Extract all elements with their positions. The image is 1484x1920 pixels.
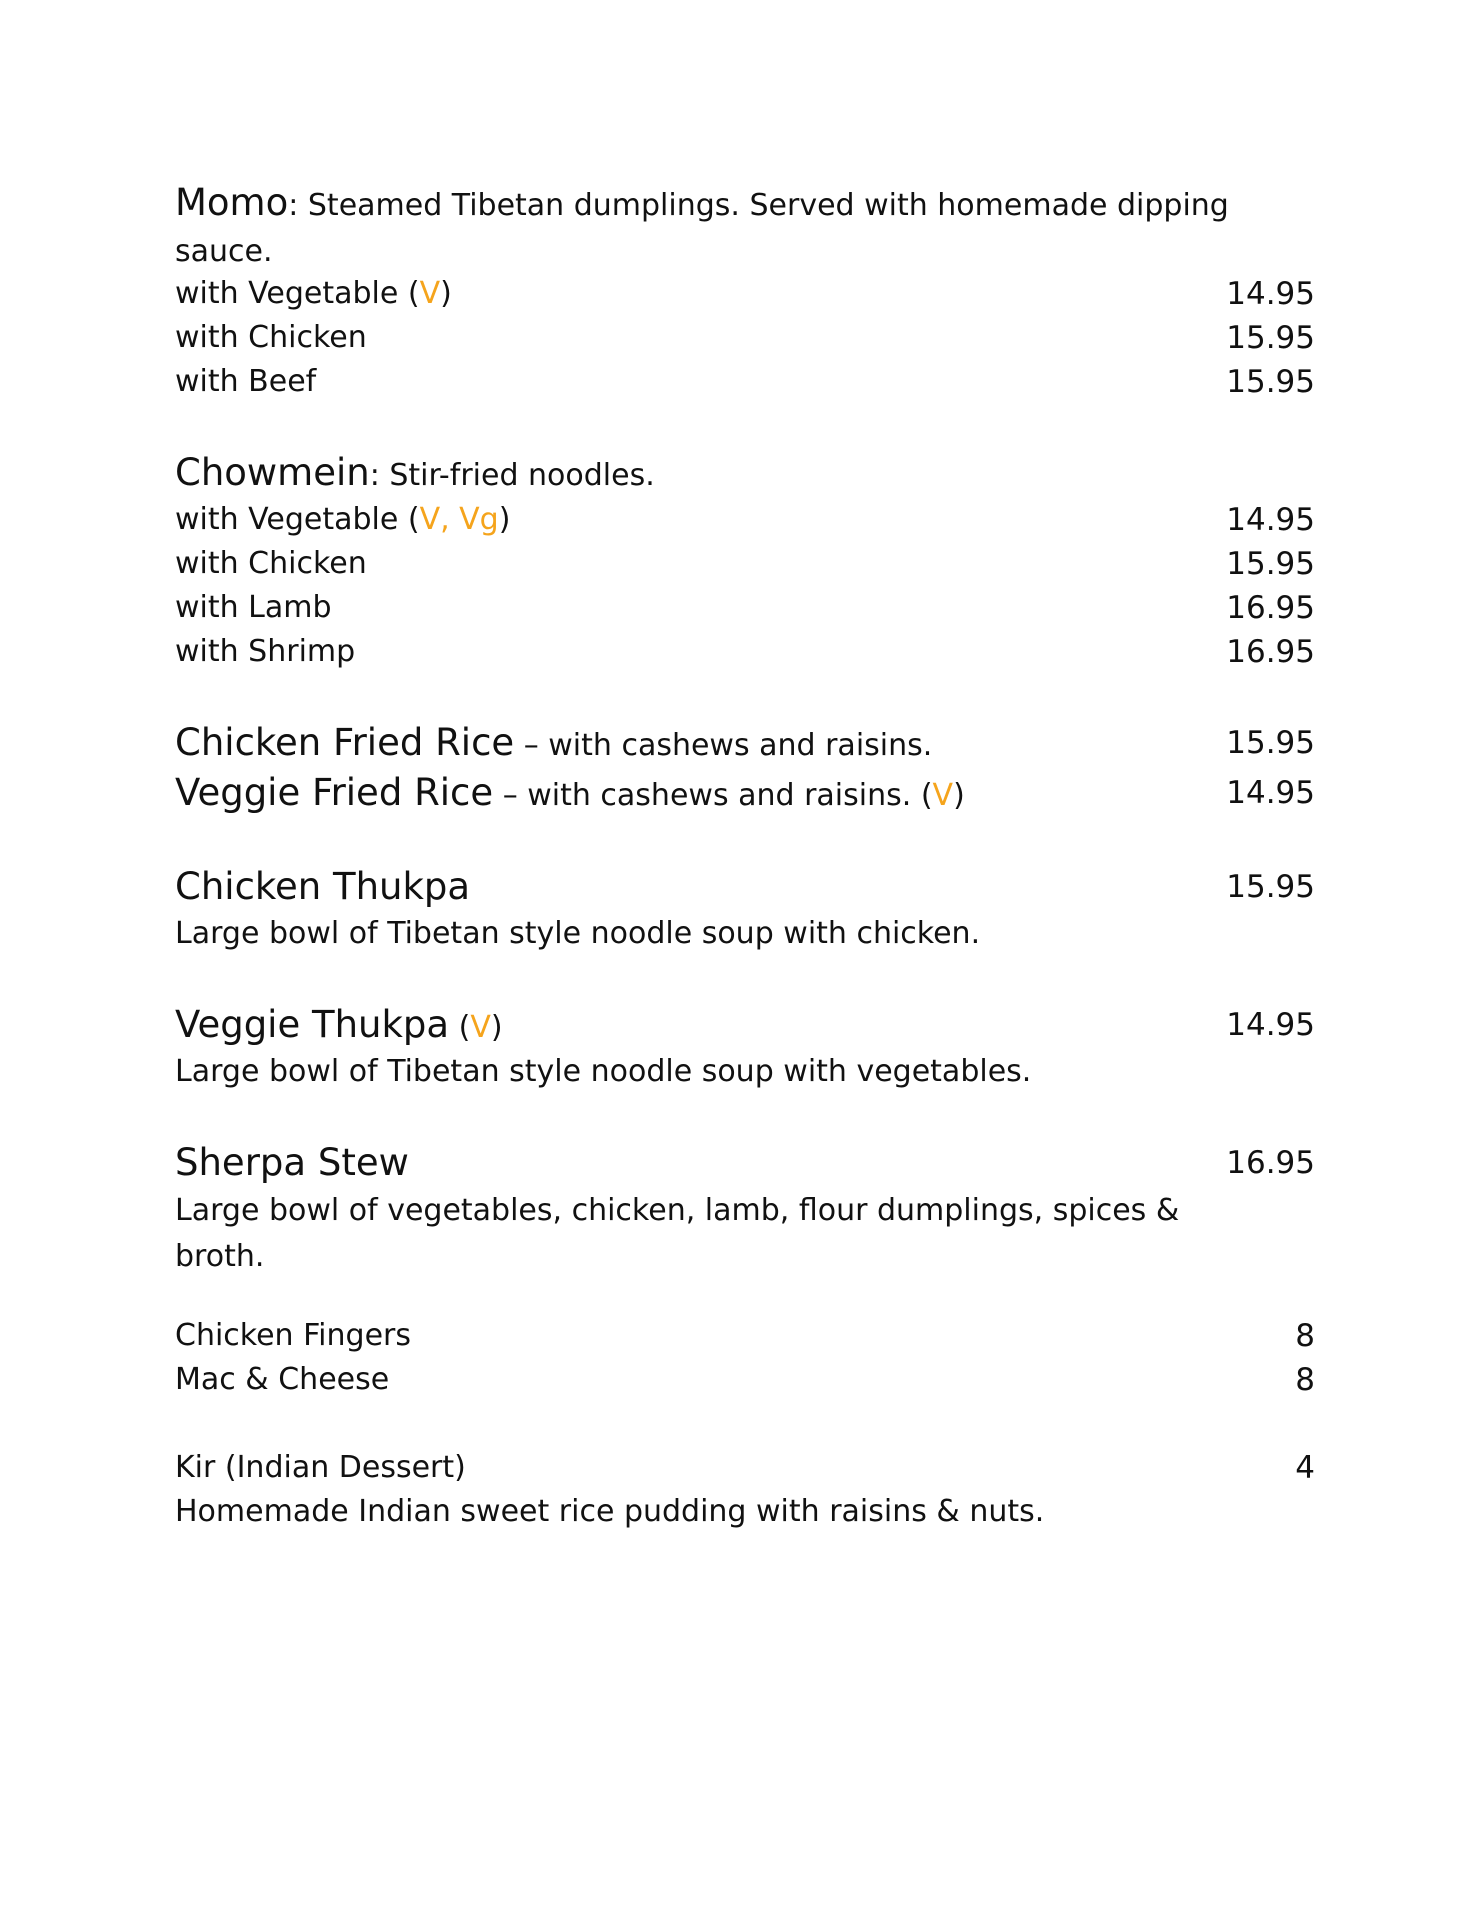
item-price: 16.95	[1226, 1145, 1315, 1181]
item-label: with Vegetable (	[175, 502, 420, 537]
item-description: Large bowl of Tibetan style noodle soup with chicken.	[175, 916, 981, 951]
item-label: with Chicken	[175, 546, 367, 581]
menu-item: with Vegetable (V, Vg) 14.95	[175, 498, 1315, 542]
menu-item	[175, 586, 1315, 630]
item-label: with Beef	[175, 364, 317, 399]
item-title: Veggie Fried Rice	[175, 771, 494, 814]
item-title: Sherpa Stew	[175, 1141, 409, 1184]
menu-item	[175, 316, 1315, 360]
item-description-row	[175, 912, 1315, 956]
item-description: Homemade Indian sweet rice pudding with raisins & nuts.	[175, 1494, 1045, 1529]
veg-tag: V	[932, 778, 954, 813]
item-price: 15.95	[1226, 320, 1315, 356]
menu-item	[175, 1446, 1315, 1490]
item-label: with Shrimp	[175, 634, 356, 669]
item-price: 16.95	[1226, 590, 1315, 626]
item-label: Mac & Cheese	[175, 1362, 390, 1397]
item-description: – with cashews and raisins.	[514, 728, 933, 763]
item-price: 14.95	[1226, 775, 1315, 811]
momo-title: Momo	[175, 181, 289, 224]
chowmein-title: Chowmein	[175, 451, 370, 494]
veg-tag: V	[470, 1010, 491, 1045]
item-description: Large bowl of vegetables, chicken, lamb, flour dumplings, spices & broth.	[175, 1193, 1180, 1274]
item-title: Kir (Indian Dessert)	[175, 1450, 466, 1485]
menu-item	[175, 542, 1315, 586]
menu-item	[175, 1314, 1315, 1358]
menu-item	[175, 862, 1315, 912]
chowmein-description: : Stir-fried noodles.	[369, 458, 655, 493]
chowmein-header	[175, 448, 1315, 498]
menu-item	[175, 718, 1315, 768]
veg-tag: V	[419, 276, 441, 311]
item-title: Chicken Fried Rice	[175, 721, 515, 764]
item-title: Veggie Thukpa	[175, 1003, 450, 1046]
item-description-row	[175, 1490, 1315, 1534]
item-price: 8	[1295, 1318, 1315, 1354]
item-description-row	[175, 1188, 1255, 1280]
item-price: 8	[1295, 1362, 1315, 1398]
item-price: 14.95	[1226, 276, 1315, 312]
item-label: with Vegetable (	[175, 276, 420, 311]
item-price: 16.95	[1226, 634, 1315, 670]
menu-item: Veggie Fried Rice – with cashews and raisins. (V) 14.95	[175, 768, 1315, 818]
item-title: Chicken Thukpa	[175, 865, 471, 908]
item-price: 15.95	[1226, 725, 1315, 761]
menu-item	[175, 1138, 1315, 1188]
momo-header	[175, 180, 1255, 272]
item-description: – with cashews and raisins. (	[493, 778, 933, 813]
veg-tag: V, Vg	[419, 502, 499, 537]
item-price: 15.95	[1226, 869, 1315, 905]
item-description: Large bowl of Tibetan style noodle soup with vegetables.	[175, 1054, 1032, 1089]
menu-item	[175, 630, 1315, 674]
menu-item	[175, 360, 1315, 404]
item-price: 15.95	[1226, 546, 1315, 582]
item-price: 14.95	[1226, 1007, 1315, 1043]
menu-item: Veggie Thukpa (V) 14.95	[175, 1000, 1315, 1050]
item-label: with Chicken	[175, 320, 367, 355]
item-price: 15.95	[1226, 364, 1315, 400]
item-price: 14.95	[1226, 502, 1315, 538]
item-label: Chicken Fingers	[175, 1318, 411, 1353]
menu-item: with Vegetable (V) 14.95	[175, 272, 1315, 316]
item-price: 4	[1295, 1450, 1315, 1486]
item-label: with Lamb	[175, 590, 332, 625]
menu-list	[175, 180, 1315, 1534]
momo-description: : Steamed Tibetan dumplings. Served with homemade dipping sauce.	[175, 188, 1229, 269]
item-description-row	[175, 1050, 1315, 1094]
menu-item	[175, 1358, 1315, 1402]
